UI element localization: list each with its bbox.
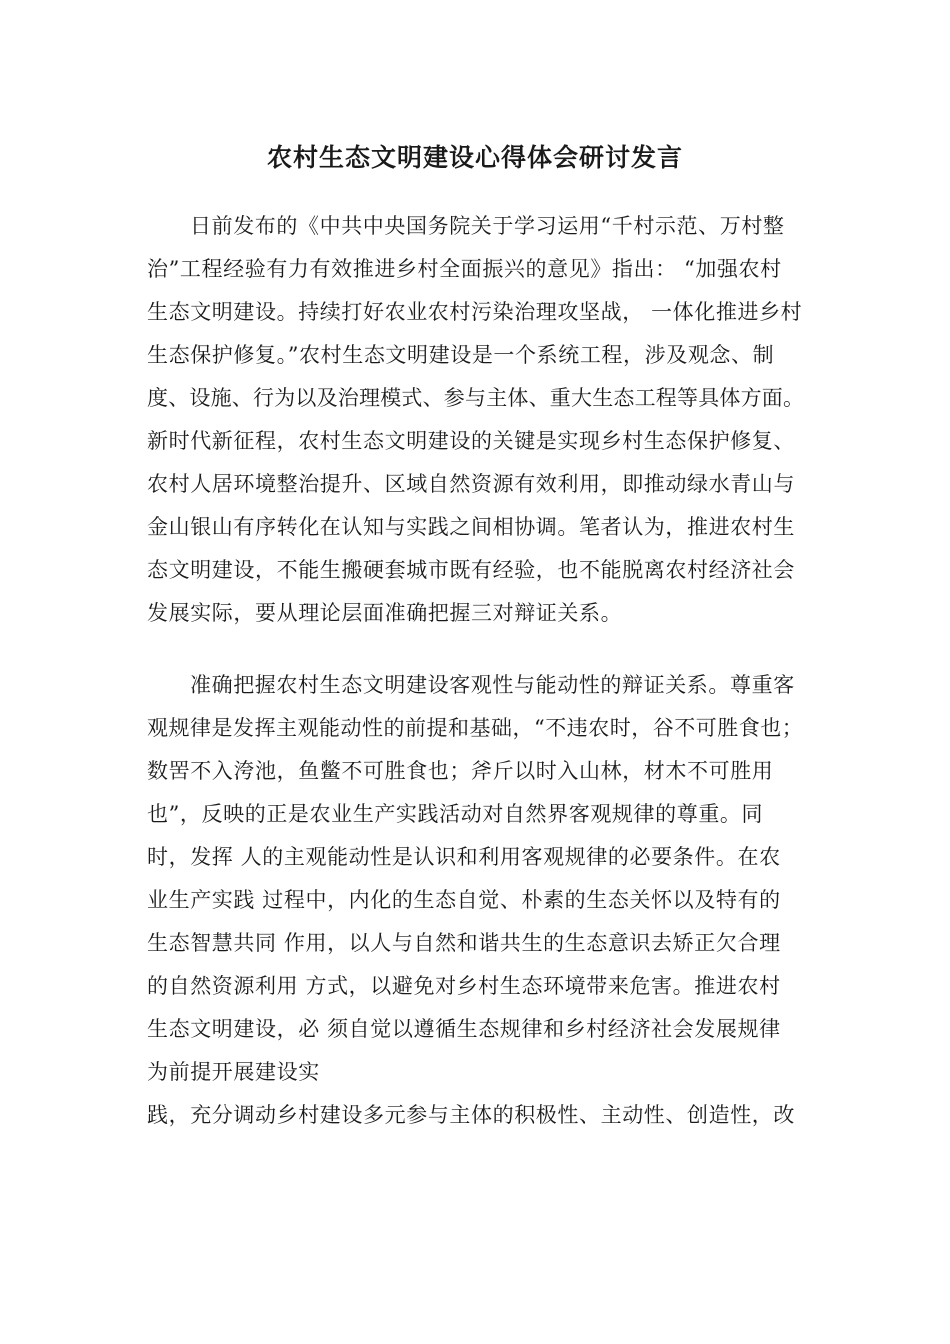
paragraph-line: 度、设施、行为以及治理模式、参与主体、重大生态工程等具体方面。 — [147, 386, 805, 410]
paragraph-line: 生态智慧共同 作用，以人与自然和谐共生的生态意识去矫正欠合理 — [147, 931, 781, 955]
document-title: 农村生态文明建设心得体会研讨发言 — [266, 143, 683, 172]
paragraph-line: 生态文明建设，必 须自觉以遵循生态规律和乡村经济社会发展规律 — [147, 1017, 781, 1041]
paragraph-line: 金山银山有序转化在认知与实践之间相协调。笔者认为，推进农村生 — [147, 515, 795, 539]
paragraph-line: 日前发布的《中共中央国务院关于学习运用“千村示范、万村整 — [190, 214, 785, 238]
paragraph-line: 准确把握农村生态文明建设客观性与能动性的辩证关系。尊重客 — [190, 673, 795, 697]
paragraph-line: 的自然资源利用 方式，以避免对乡村生态环境带来危害。推进农村 — [147, 974, 781, 998]
paragraph-line: 也”，反映的正是农业生产实践活动对自然界客观规律的尊重。同 — [147, 802, 764, 826]
paragraph-line: 数罟不入洿池，鱼鳖不可胜食也；斧斤以时入山林，材木不可胜用 — [147, 759, 774, 783]
paragraph-line: 态文明建设，不能生搬硬套城市既有经验，也不能脱离农村经济社会 — [147, 558, 795, 582]
paragraph-line: 为前提开展建设实 — [147, 1060, 320, 1084]
paragraph-line: 观规律是发挥主观能动性的前提和基础，“不违农时，谷不可胜食也； — [147, 716, 804, 740]
paragraph-line: 时，发挥 人的主观能动性是认识和利用客观规律的必要条件。在农 — [147, 845, 781, 869]
paragraph-line: 新时代新征程，农村生态文明建设的关键是实现乡村生态保护修复、 — [147, 429, 795, 453]
paragraph-line: 农村人居环境整治提升、区域自然资源有效利用，即推动绿水青山与 — [147, 472, 795, 496]
paragraph-line: 业生产实践 过程中，内化的生态自觉、朴素的生态关怀以及特有的 — [147, 888, 781, 912]
paragraph-line: 治”工程经验有力有效推进乡村全面振兴的意见》指出： “加强农村 — [147, 257, 782, 281]
paragraph-line: 发展实际，要从理论层面准确把握三对辩证关系。 — [147, 601, 623, 625]
paragraph-line: 生态文明建设。持续打好农业农村污染治理攻坚战， 一体化推进乡村 — [147, 300, 803, 324]
paragraph-line: 生态保护修复。”农村生态文明建设是一个系统工程，涉及观念、制 — [147, 343, 775, 367]
paragraph-line: 践，充分调动乡村建设多元参与主体的积极性、主动性、创造性，改 — [147, 1103, 795, 1127]
